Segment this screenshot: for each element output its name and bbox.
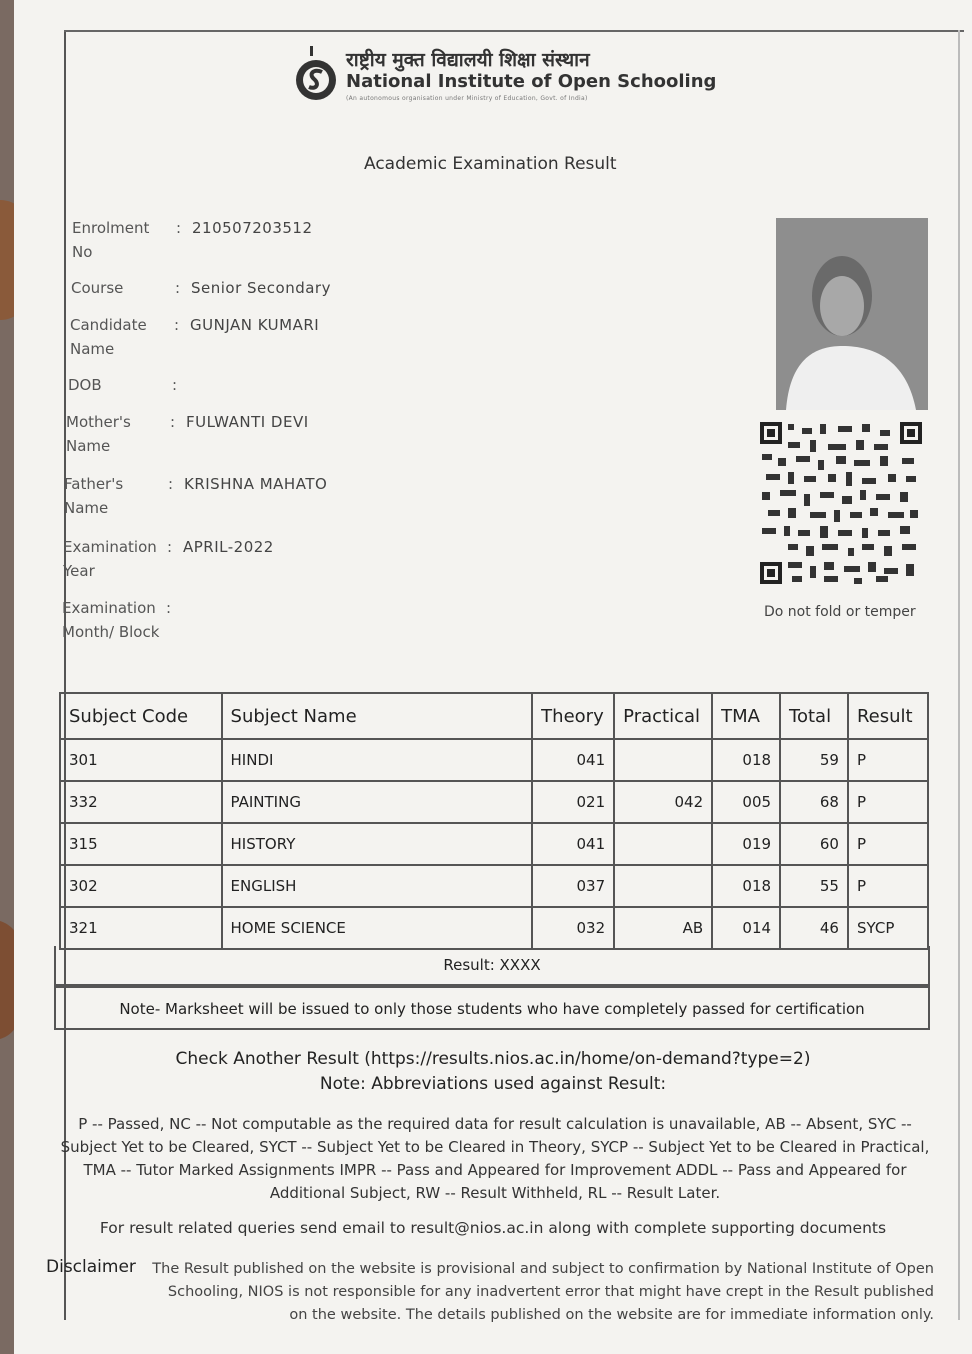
subject-name: HINDI xyxy=(222,739,533,781)
field-colon: : xyxy=(175,279,181,297)
subject-code: 315 xyxy=(60,823,222,865)
theory-marks: 041 xyxy=(532,823,614,865)
subject-code: 302 xyxy=(60,865,222,907)
field-value: GUNJAN KUMARI xyxy=(190,316,320,334)
field-label: DOB xyxy=(68,376,102,394)
theory-marks: 037 xyxy=(532,865,614,907)
candidate-photo xyxy=(776,218,928,410)
theory-marks: 041 xyxy=(532,739,614,781)
marksheet-note: Note- Marksheet will be issued to only those students who have completely passed for certification xyxy=(54,986,930,1030)
tma-marks: 019 xyxy=(712,823,780,865)
field-colon: : xyxy=(166,599,172,617)
subject-name: ENGLISH xyxy=(222,865,533,907)
tma-marks: 018 xyxy=(712,739,780,781)
field-value: 210507203512 xyxy=(192,219,313,237)
org-name-english: National Institute of Open Schooling xyxy=(346,71,717,92)
practical-marks: 042 xyxy=(614,781,712,823)
subject-name: HOME SCIENCE xyxy=(222,907,533,949)
total-marks: 46 xyxy=(780,907,848,949)
abbreviations-text: P -- Passed, NC -- Not computable as the required data for result calculation is unavailable, AB -- Absent, SYC -- Subject Yet to be Cleared, SYCT -- Subject Yet to be Cleared in Theory, SYCP -- Subject Yet to be Cleared in Practical, TMA -- Tutor Marked Assignments IMPR -- Pass and Appeared for Improvement ADDL -- Pass and Appeared for Additional Subject, RW -- Result Withheld, RL -- Result Later. xyxy=(60,1115,930,1202)
abbreviations-heading: Note: Abbreviations used against Result: xyxy=(319,1074,667,1094)
page-title: Academic Examination Result xyxy=(364,154,617,174)
subject-name: PAINTING xyxy=(222,781,533,823)
field-value: FULWANTI DEVI xyxy=(186,413,309,431)
subject-result: P xyxy=(848,781,928,823)
practical-marks xyxy=(614,823,712,865)
result-sheet xyxy=(14,0,972,1354)
practical-marks xyxy=(614,865,712,907)
queries-note: For result related queries send email to result@nios.ac.in along with complete supporting documents xyxy=(99,1219,887,1237)
frame-line xyxy=(64,30,964,32)
tma-marks: 014 xyxy=(712,907,780,949)
tma-marks: 018 xyxy=(712,865,780,907)
field-colon: : xyxy=(168,475,174,493)
field-colon: : xyxy=(167,538,173,556)
table-row xyxy=(60,781,928,823)
field-colon: : xyxy=(172,376,178,394)
col-header: Theory xyxy=(532,693,614,739)
theory-marks: 032 xyxy=(532,907,614,949)
subject-result: P xyxy=(848,823,928,865)
col-header: Subject Code xyxy=(60,693,222,739)
table-row xyxy=(60,823,928,865)
subject-code: 332 xyxy=(60,781,222,823)
subject-name: HISTORY xyxy=(222,823,533,865)
check-another-result: Check Another Result (https://results.nios.ac.in/home/on-demand?type=2) xyxy=(175,1049,811,1069)
subject-result: P xyxy=(848,739,928,781)
col-header: Subject Name xyxy=(222,693,533,739)
field-label: Enrolment No xyxy=(72,219,150,261)
subject-code: 321 xyxy=(60,907,222,949)
subject-result: P xyxy=(848,865,928,907)
table-row xyxy=(60,739,928,781)
qr-code-icon xyxy=(758,420,924,586)
field-value: APRIL-2022 xyxy=(183,538,274,556)
total-marks: 55 xyxy=(780,865,848,907)
table-header-row xyxy=(60,693,928,739)
tma-marks: 005 xyxy=(712,781,780,823)
frame-line xyxy=(958,30,960,1320)
table-row xyxy=(60,907,928,949)
field-value: KRISHNA MAHATO xyxy=(184,475,328,493)
practical-marks xyxy=(614,739,712,781)
field-value: Senior Secondary xyxy=(191,279,331,297)
total-marks: 60 xyxy=(780,823,848,865)
marks-table xyxy=(59,692,929,950)
field-colon: : xyxy=(174,316,180,334)
disclaimer-label: Disclaimer xyxy=(46,1257,136,1277)
field-label: Mother's Name xyxy=(66,413,131,455)
field-colon: : xyxy=(170,413,176,431)
disclaimer-text: The Result published on the website is provisional and subject to confirmation by National Institute of Open Schooling, NIOS is not responsible for any inadvertent error that might have crept in the Result published on the website. The details published on the website are for immediate information only. xyxy=(152,1261,934,1323)
field-colon: : xyxy=(176,219,182,237)
nios-logo-icon xyxy=(292,44,340,104)
field-label: Father's Name xyxy=(64,475,124,517)
col-header: TMA xyxy=(712,693,780,739)
col-header: Practical xyxy=(614,693,712,739)
field-label: Course xyxy=(71,279,124,297)
subject-code: 301 xyxy=(60,739,222,781)
total-marks: 68 xyxy=(780,781,848,823)
col-header: Total xyxy=(780,693,848,739)
theory-marks: 021 xyxy=(532,781,614,823)
field-label: Examination Month/ Block xyxy=(62,599,160,641)
overall-result: Result: XXXX xyxy=(54,946,930,986)
field-label: Candidate Name xyxy=(70,316,147,358)
practical-marks: AB xyxy=(614,907,712,949)
col-header: Result xyxy=(848,693,928,739)
total-marks: 59 xyxy=(780,739,848,781)
table-row xyxy=(60,865,928,907)
photo-note: Do not fold or temper xyxy=(764,604,916,620)
field-label: Examination Year xyxy=(63,538,157,580)
subject-result: SYCP xyxy=(848,907,928,949)
org-name-hindi: राष्ट्रीय मुक्त विद्यालयी शिक्षा संस्थान xyxy=(346,49,590,71)
org-subtitle: (An autonomous organisation under Ministry of Education, Govt. of India) xyxy=(346,95,588,102)
